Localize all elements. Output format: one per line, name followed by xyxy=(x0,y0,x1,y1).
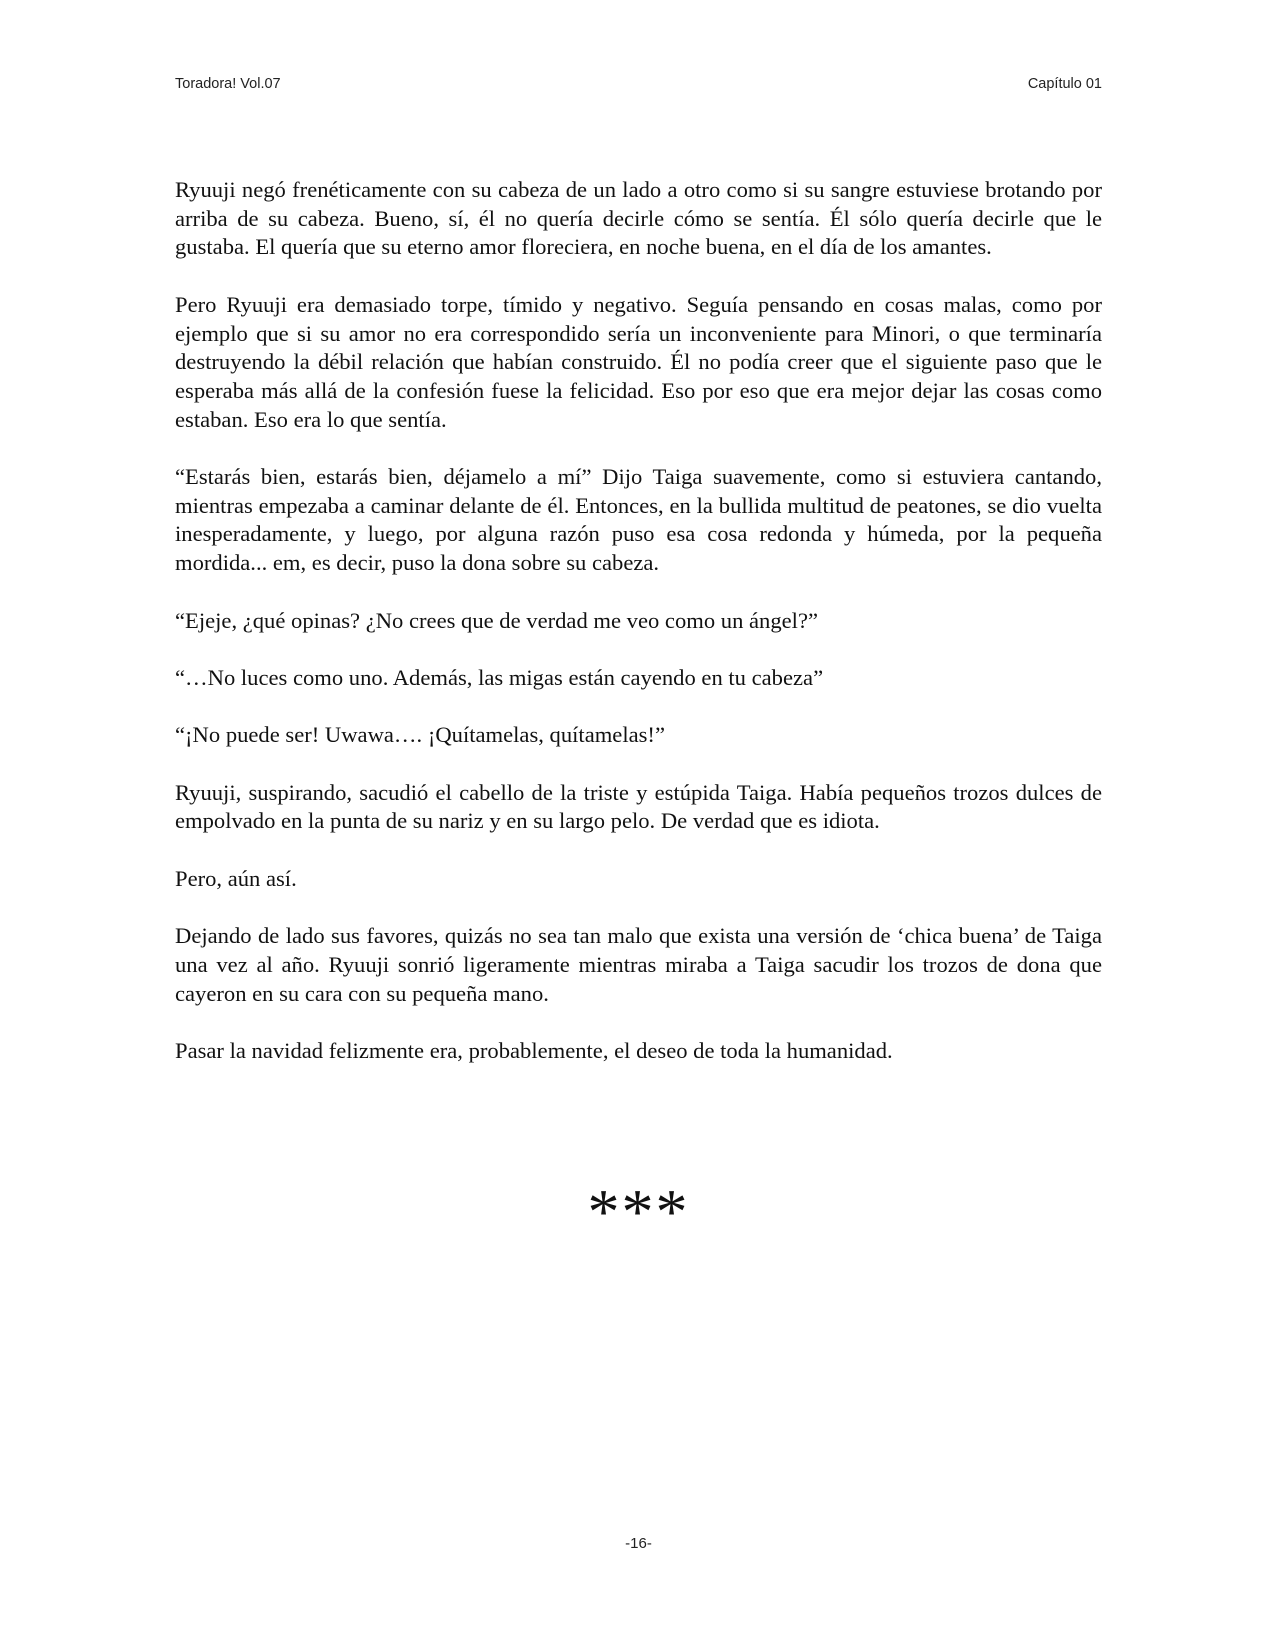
paragraph: “Estarás bien, estarás bien, déjamelo a mí” Dijo Taiga suavemente, como si estuviera cantando, mientras empezaba a caminar delante de él. Entonces, en la bullida multitud de peatones, se dio vuelta inesperadamente, y luego, por alguna razón puso esa cosa redonda y húmeda, por la pequeña mordida... em, es decir, puso la dona sobre su cabeza. xyxy=(175,464,1102,576)
paragraph: Pero Ryuuji era demasiado torpe, tímido y negativo. Seguía pensando en cosas malas, como por ejemplo que si su amor no era correspondido sería un inconveniente para Minori, o que terminaría destruyendo la débil relación que habían construido. Él no podía creer que el siguiente paso que le esperaba más allá de la confesión fuese la felicidad. Eso por eso que era mejor dejar las cosas como estaban. Eso era lo que sentía. xyxy=(175,291,1102,432)
paragraph: Dejando de lado sus favores, quizás no sea tan malo que exista una versión de ‘chica buena’ de Taiga una vez al año. Ryuuji sonrió ligeramente mientras miraba a Taiga sacudir los trozos de dona que cayeron en su cara con su pequeña mano. xyxy=(175,923,1102,1006)
paragraph: Pero, aún así. xyxy=(175,865,297,891)
paragraph: “¡No puede ser! Uwawa…. ¡Quítamelas, quítamelas!” xyxy=(175,722,665,748)
section-separator: *** xyxy=(587,1176,690,1247)
running-header xyxy=(175,76,1102,92)
page-number: -16- xyxy=(625,1535,652,1552)
header-chapter: Capítulo 01 xyxy=(1027,76,1102,92)
paragraph: Ryuuji, suspirando, sacudió el cabello de la triste y estúpida Taiga. Había pequeños trozos dulces de empolvado en la punta de su nariz y en su largo pelo. De verdad que es idiota. xyxy=(175,779,1102,834)
paragraph: Ryuuji negó frenéticamente con su cabeza de un lado a otro como si su sangre estuviese brotando por arriba de su cabeza. Bueno, sí, él no quería decirle cómo se sentía. Él sólo quería decirle que le gustaba. El quería que su eterno amor floreciera, en noche buena, en el día de los amantes. xyxy=(175,177,1102,260)
paragraph: “Ejeje, ¿qué opinas? ¿No crees que de verdad me veo como un ángel?” xyxy=(175,607,818,633)
paragraph: Pasar la navidad felizmente era, probablemente, el deseo de toda la humanidad. xyxy=(175,1037,893,1063)
body-text xyxy=(175,176,1102,1094)
header-book-title: Toradora! Vol.07 xyxy=(175,76,281,92)
paragraph: “…No luces como uno. Además, las migas están cayendo en tu cabeza” xyxy=(175,664,824,690)
